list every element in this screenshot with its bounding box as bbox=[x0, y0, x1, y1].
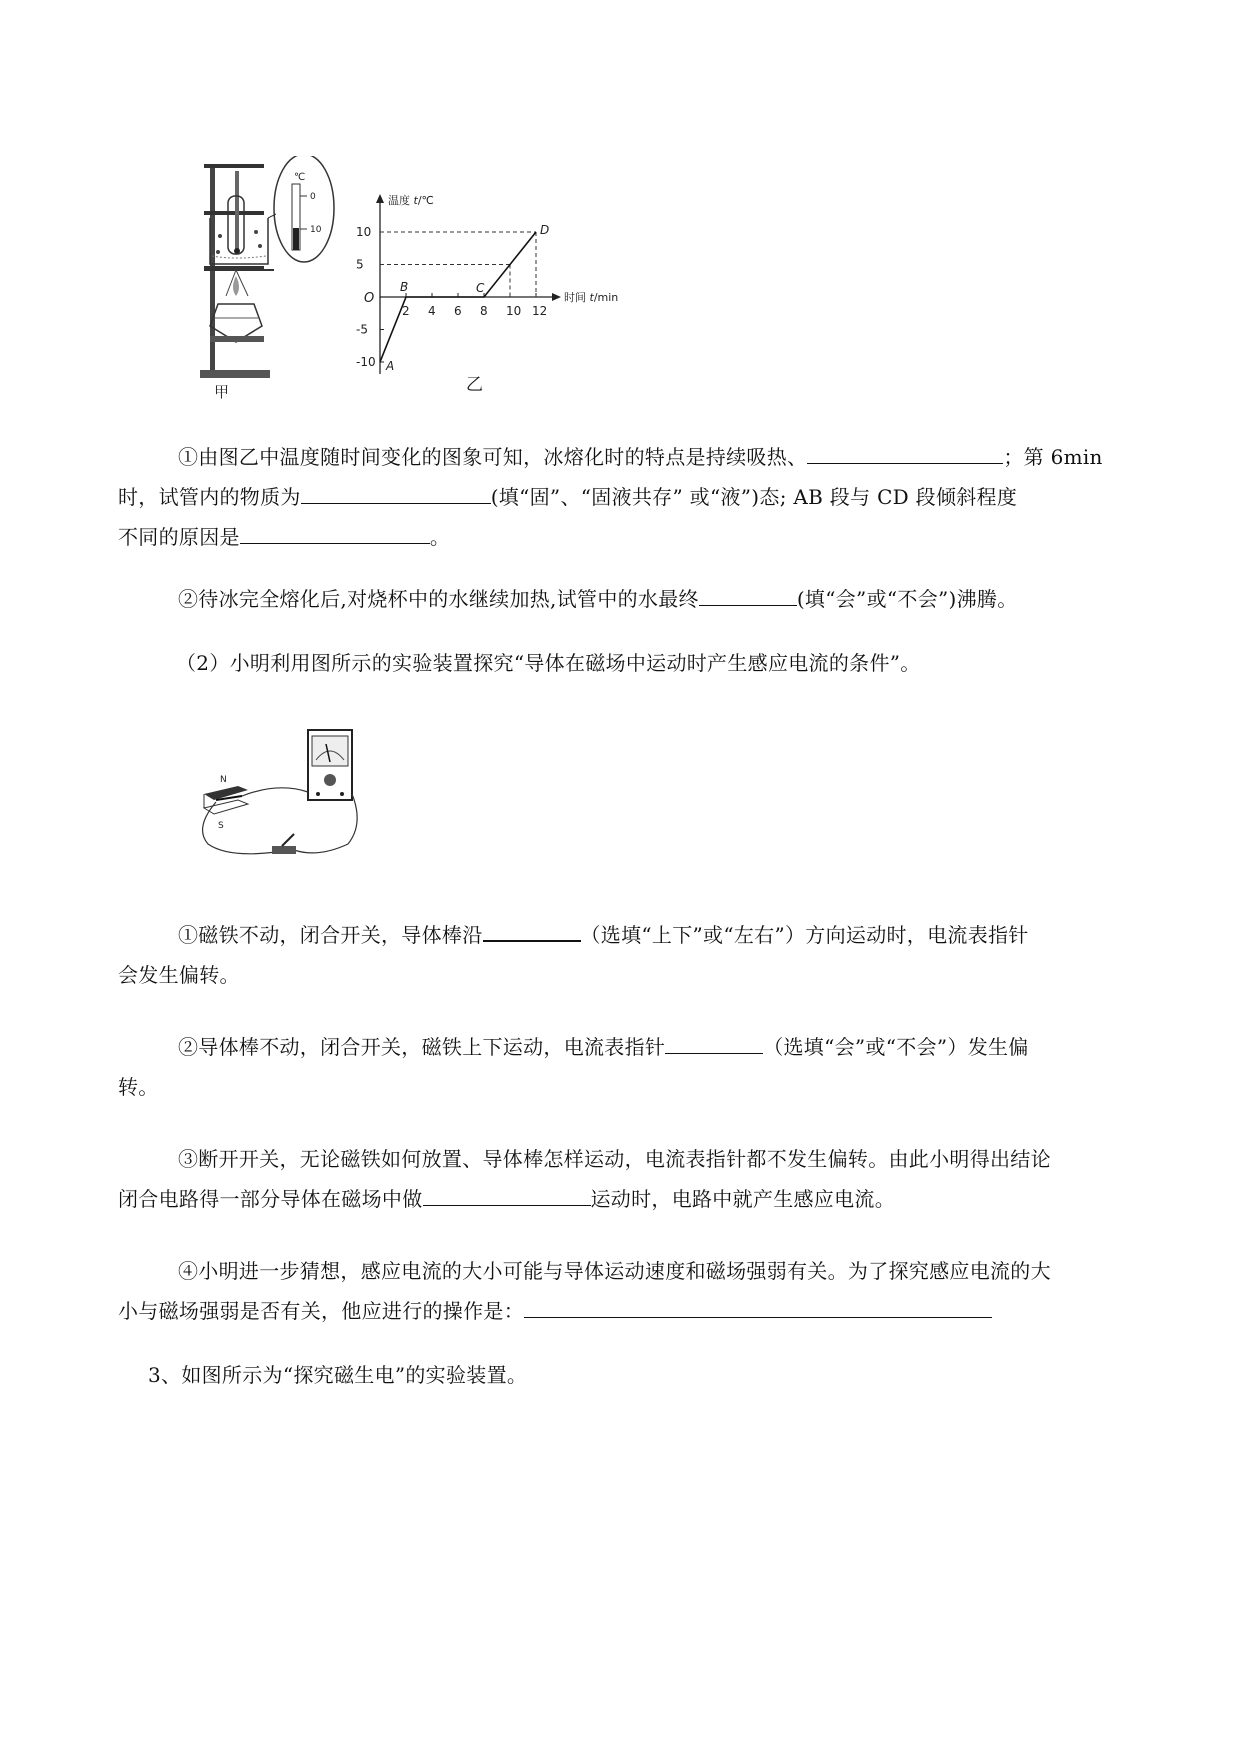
svg-text:℃: ℃ bbox=[294, 172, 306, 183]
question-1-2: ②待冰完全熔化后,对烧杯中的水继续加热,试管中的水最终 (填“会”或“不会”)沸腾。 bbox=[148, 579, 1146, 619]
question-2-intro: （2）小明利用图所示的实验装置探究“导体在磁场中运动时产生感应电流的条件”。 bbox=[176, 651, 921, 675]
figure-induction-circuit bbox=[198, 724, 368, 884]
caption-yi: 乙 bbox=[466, 375, 483, 395]
x-tick-label: 4 bbox=[428, 304, 436, 318]
question-2-2: ②导体棒不动，闭合开关，磁铁上下运动，电流表指针 （选填“会”或“不会”）发生偏 转。 bbox=[148, 1027, 1146, 1107]
answer-blank[interactable] bbox=[524, 1295, 992, 1318]
answer-blank[interactable] bbox=[483, 918, 581, 942]
question-1-1: ①由图乙中温度随时间变化的图象可知，冰熔化时的特点是持续吸热、 ；第 6min 时，试管内的物质为 (填“固”、“固液共存” 或“液”)态; AB 段与 CD 段倾斜程度 不同的原因是 。 bbox=[148, 437, 1146, 557]
origin-label: O bbox=[364, 291, 375, 306]
y-axis-arrow bbox=[376, 194, 384, 203]
x-tick-label: 2 bbox=[402, 304, 410, 318]
svg-text:10: 10 bbox=[310, 225, 322, 235]
svg-text:N: N bbox=[220, 775, 227, 785]
figure-apparatus bbox=[196, 156, 346, 406]
answer-blank[interactable] bbox=[423, 1183, 591, 1206]
switch bbox=[272, 846, 296, 854]
point-label-a: A bbox=[386, 359, 395, 373]
y-tick-label: 10 bbox=[356, 225, 372, 239]
y-axis-label: 温度 t/℃ bbox=[388, 194, 434, 207]
answer-blank[interactable] bbox=[699, 583, 797, 606]
magnet-south bbox=[204, 800, 248, 814]
question-2-3: ③断开开关，无论磁铁如何放置、导体棒怎样运动，电流表指针都不发生偏转。由此小明得出结论 闭合电路得一部分导体在磁场中做 运动时，电路中就产生感应电流。 bbox=[118, 1147, 1051, 1211]
y-tick-label: -5 bbox=[356, 322, 368, 337]
thermometer bbox=[235, 171, 239, 249]
point-label-b: B bbox=[400, 280, 409, 294]
question-2-1: ①磁铁不动，闭合开关，导体棒沿 （选填“上下”或“左右”）方向运动时，电流表指针 会发生偏转。 bbox=[148, 915, 1146, 995]
question-3: 3、如图所示为“探究磁生电”的实验装置。 bbox=[148, 1363, 528, 1387]
answer-blank[interactable] bbox=[301, 481, 491, 504]
flame bbox=[233, 276, 239, 296]
question-2-4: ④小明进一步猜想，感应电流的大小可能与导体运动速度和磁场强弱有关。为了探究感应电流的大 小与磁场强弱是否有关，他应进行的操作是： bbox=[118, 1259, 1051, 1323]
x-tick-label: 10 bbox=[506, 304, 522, 318]
stand-base bbox=[200, 370, 270, 378]
x-axis-label: 时间 t/min bbox=[564, 291, 619, 304]
caption-jia: 甲 bbox=[214, 383, 230, 401]
y-tick-label: 5 bbox=[356, 257, 364, 272]
point-label-c: C bbox=[476, 281, 485, 295]
point-label-d: D bbox=[540, 223, 550, 237]
x-tick-label: 8 bbox=[480, 304, 488, 318]
x-tick-label: 12 bbox=[532, 304, 548, 318]
temperature-time-chart bbox=[340, 192, 650, 402]
svg-text:0: 0 bbox=[310, 192, 316, 202]
answer-blank[interactable] bbox=[807, 441, 1003, 464]
svg-text:S: S bbox=[218, 821, 224, 831]
answer-blank[interactable] bbox=[665, 1031, 763, 1054]
answer-blank[interactable] bbox=[240, 521, 430, 544]
y-tick-label: -10 bbox=[356, 355, 376, 369]
x-tick-label: 6 bbox=[454, 304, 462, 318]
x-axis-arrow bbox=[552, 293, 561, 301]
